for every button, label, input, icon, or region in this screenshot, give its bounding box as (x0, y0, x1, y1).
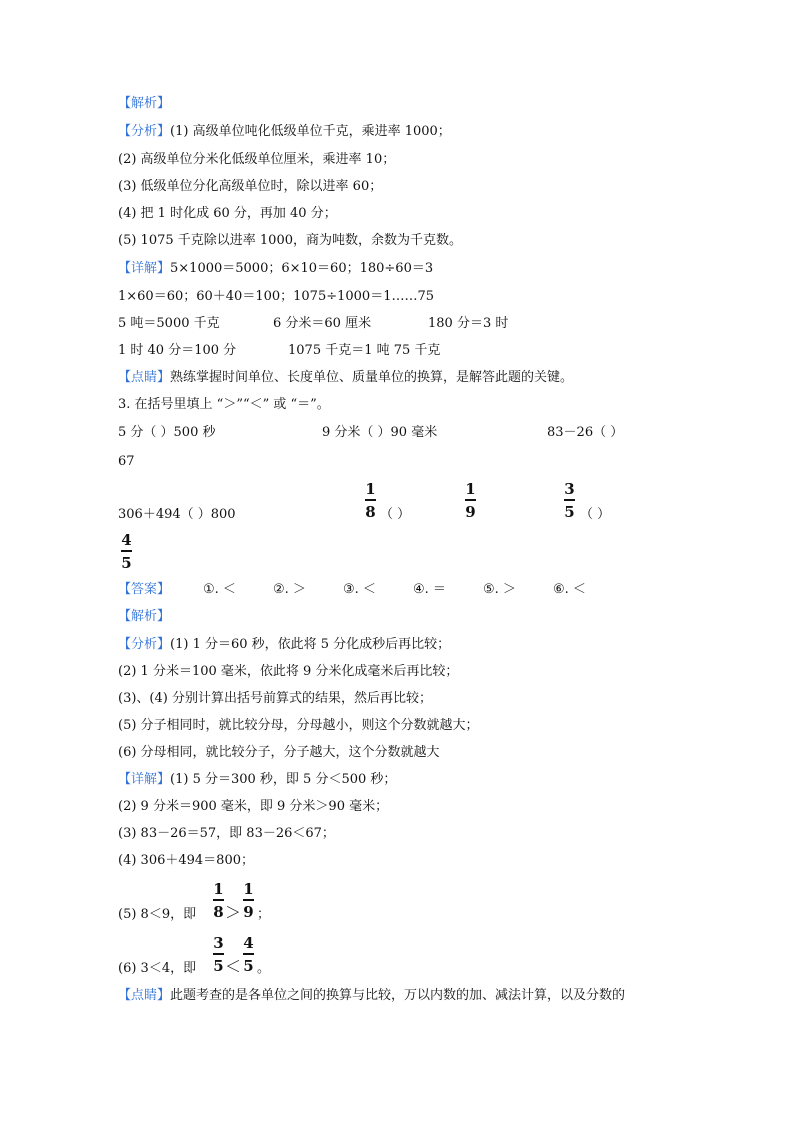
fenxi2-line-5: (6) 分母相同，就比较分子，分子越大，这个分数就越大 (118, 745, 440, 760)
fraction-1-9-b (243, 881, 254, 920)
denominator: 9 (243, 902, 254, 921)
fenxi-line-3: (3) 低级单位分化高级单位时，除以进率 60； (118, 179, 383, 194)
dianjing-line-1 (118, 369, 573, 387)
fenxi-line-4: (4) 把 1 时化成 60 分，再加 40 分； (118, 206, 337, 221)
fraction-1-8-b (213, 881, 224, 920)
fraction-3-5 (564, 481, 575, 520)
fenxi2-line-2: (2) 1 分米＝100 毫米，依此将 9 分米化成毫米后再比较； (118, 664, 459, 679)
xiangjie-line-1 (118, 260, 433, 278)
answer-1: ①. ＜ (203, 582, 236, 597)
numerator: 1 (465, 480, 476, 498)
dianjing-tag: 【点睛】 (118, 370, 171, 385)
numerator: 4 (121, 531, 132, 549)
fenxi-text: (1) 高级单位吨化低级单位千克，乘进率 1000； (170, 124, 451, 139)
answer-4: ④. ＝ (413, 582, 446, 597)
q3-item-2: 9 分米（ ）90 毫米 (322, 425, 438, 440)
fraction-1-8 (365, 481, 376, 520)
q3-item-5-paren: （ ） (380, 507, 411, 522)
jiexi-heading-2: 【解析】 (118, 609, 171, 624)
fenxi2-line-1 (118, 636, 450, 654)
numerator: 3 (564, 480, 575, 498)
denominator: 5 (121, 553, 132, 572)
dianjing-tag: 【点睛】 (118, 988, 171, 1003)
item-5-end: ； (257, 907, 271, 922)
fenxi2-line-3: (3)、(4) 分别计算出括号前算式的结果，然后再比较； (118, 691, 432, 706)
fenxi-text: (1) 1 分＝60 秒，依此将 5 分化成秒后再比较； (170, 637, 451, 652)
fenxi-line-2: (2) 高级单位分米化低级单位厘米，乘进率 10； (118, 152, 396, 167)
result-2: 6 分米＝60 厘米 (273, 316, 372, 331)
fraction-1-9 (465, 481, 476, 520)
jiexi-heading-1: 【解析】 (118, 96, 171, 111)
fraction-bar (564, 499, 575, 501)
answer-2: ②. ＞ (273, 582, 306, 597)
fraction-bar (213, 953, 224, 955)
xiangjie2-line-2: (2) 9 分米＝900 毫米，即 9 分米＞90 毫米； (118, 799, 389, 814)
xiangjie-tag: 【详解】 (118, 261, 171, 276)
fenxi-line-5: (5) 1075 千克除以进率 1000，商为吨数，余数为千克数。 (118, 233, 462, 248)
question-3-title: 3. 在括号里填上 “＞”“＜” 或 “＝”。 (118, 397, 330, 412)
fraction-bar (243, 899, 254, 901)
answer-tag: 【答案】 (118, 582, 171, 597)
result-1: 5 吨＝5000 千克 (118, 316, 220, 331)
xiangjie2-line-3: (3) 83－26＝57，即 83－26＜67； (118, 826, 335, 841)
result-3: 180 分＝3 时 (428, 316, 509, 331)
q3-item-6-paren: （ ） (580, 507, 611, 522)
xiangjie2-line-1 (118, 771, 396, 789)
q3-item-1: 5 分（ ）500 秒 (118, 425, 216, 440)
answer-3: ③. ＜ (343, 582, 376, 597)
numerator: 1 (243, 880, 254, 898)
numerator: 1 (213, 880, 224, 898)
numerator: 3 (213, 934, 224, 952)
result-4: 1 时 40 分＝100 分 (118, 343, 237, 358)
denominator: 9 (465, 502, 476, 521)
fraction-4-5 (121, 532, 132, 571)
dianjing-text: 此题考查的是各单位之间的换算与比较，万以内数的加、减法计算，以及分数的 (170, 988, 626, 1003)
fenxi-line-1 (118, 123, 451, 141)
denominator: 5 (243, 956, 254, 975)
denominator: 8 (213, 902, 224, 921)
q3-item-3: 83－26（ ） (547, 425, 624, 440)
xiangjie-tag: 【详解】 (118, 772, 171, 787)
fenxi2-line-4: (5) 分子相同时，就比较分母，分母越小，则这个分数就越大； (118, 718, 479, 733)
q3-item-4: 306＋494（ ）800 (118, 507, 236, 522)
dianjing2-line-1 (118, 987, 625, 1005)
numerator: 1 (365, 480, 376, 498)
xiangjie-text: (1) 5 分＝300 秒，即 5 分＜500 秒； (170, 772, 397, 787)
fraction-bar (243, 953, 254, 955)
numerator: 4 (243, 934, 254, 952)
denominator: 8 (365, 502, 376, 521)
result-5: 1075 千克＝1 吨 75 千克 (288, 343, 441, 358)
less-than-sign: ＜ (225, 957, 242, 976)
xiangjie-text: 5×1000＝5000；6×10＝60；180÷60＝3 (170, 261, 434, 276)
dianjing-text: 熟练掌握时间单位、长度单位、质量单位的换算，是解答此题的关键。 (170, 370, 574, 385)
greater-than-sign: ＞ (225, 903, 242, 922)
answer-5: ⑤. ＞ (483, 582, 516, 597)
fraction-3-5-b (213, 935, 224, 974)
xiangjie2-line-4: (4) 306＋494＝800； (118, 853, 254, 868)
fraction-bar (365, 499, 376, 501)
fraction-bar (213, 899, 224, 901)
item-6-end: 。 (257, 961, 271, 976)
denominator: 5 (564, 502, 575, 521)
fraction-bar (121, 550, 132, 552)
q3-item-3-cont: 67 (118, 454, 135, 469)
xiangjie2-item-5-prefix: (5) 8＜9，即 (118, 907, 197, 922)
xiangjie2-item-6-prefix: (6) 3＜4，即 (118, 961, 197, 976)
fraction-4-5-b (243, 935, 254, 974)
fenxi-tag: 【分析】 (118, 637, 171, 652)
answer-6: ⑥. ＜ (553, 582, 586, 597)
fraction-bar (465, 499, 476, 501)
xiangjie-line-2: 1×60＝60；60＋40＝100；1075÷1000＝1……75 (118, 289, 435, 304)
denominator: 5 (213, 956, 224, 975)
fenxi-tag: 【分析】 (118, 124, 171, 139)
